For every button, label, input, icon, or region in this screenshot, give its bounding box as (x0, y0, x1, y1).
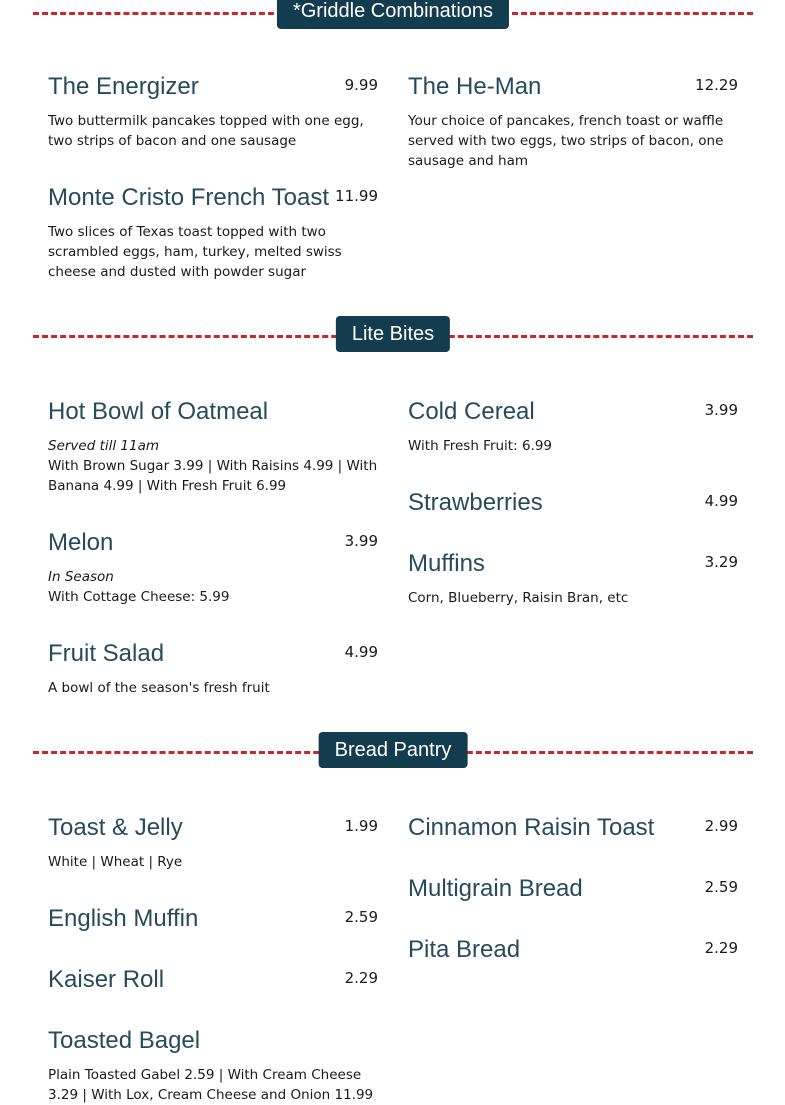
item-price: 2.59 (704, 878, 738, 896)
item-price: 3.99 (344, 532, 378, 550)
item-description: Your choice of pancakes, french toast or waffle served with two eggs, two strips of bacon, one sausage and ham (408, 113, 724, 169)
item-price: 2.59 (344, 908, 378, 926)
item-note: Served till 11am (48, 438, 160, 454)
item-description: With Cottage Cheese: 5.99 (48, 589, 230, 605)
item-name: Multigrain Bread (408, 875, 583, 902)
item-description: Corn, Blueberry, Raisin Bran, etc (408, 590, 629, 606)
section-header-lite-bites (33, 316, 753, 356)
item-name: Cold Cereal (408, 398, 535, 425)
item-price: 3.29 (704, 553, 738, 571)
item-name: Melon (48, 529, 114, 556)
item-price: 9.99 (344, 76, 378, 94)
menu-item-the-he-man (408, 71, 738, 171)
item-name: Pita Bread (408, 936, 521, 963)
item-description: Two buttermilk pancakes topped with one egg, two strips of bacon and one sausage (48, 113, 364, 149)
item-note: In Season (48, 569, 114, 585)
section-title: Bread Pantry (319, 732, 468, 768)
item-name: Muffins (408, 550, 485, 577)
item-price: 2.29 (344, 969, 378, 987)
item-price: 3.99 (704, 401, 738, 419)
menu-item-muffins (408, 548, 738, 608)
menu-item-kaiser-roll (48, 964, 378, 996)
menu-item-pita-bread (408, 934, 738, 966)
menu-item-the-energizer (48, 71, 378, 151)
item-name: English Muffin (48, 905, 199, 932)
item-name: The Energizer (48, 73, 199, 100)
item-price: 11.99 (335, 187, 378, 205)
item-description: A bowl of the season's fresh fruit (48, 680, 270, 696)
item-description: With Fresh Fruit: 6.99 (408, 438, 552, 454)
item-name: The He-Man (408, 73, 542, 100)
section-title: Lite Bites (336, 316, 450, 352)
menu-item-cinnamon-raisin-toast (408, 812, 738, 844)
menu-item-monte-cristo-french-toast (48, 182, 378, 282)
menu-item-fruit-salad (48, 638, 378, 698)
section-header-bread-pantry (33, 732, 753, 772)
item-description: White | Wheat | Rye (48, 854, 183, 870)
menu-item-multigrain-bread (408, 873, 738, 905)
item-price: 1.99 (344, 817, 378, 835)
item-name: Strawberries (408, 489, 543, 516)
item-price: 2.29 (704, 939, 738, 957)
item-name: Monte Cristo French Toast (48, 184, 330, 211)
item-name: Kaiser Roll (48, 966, 165, 993)
menu-item-strawberries (408, 487, 738, 519)
item-price: 4.99 (344, 643, 378, 661)
item-description: Plain Toasted Gabel 2.59 | With Cream Cheese 3.29 | With Lox, Cream Cheese and Onion 11.99 (48, 1067, 374, 1103)
section-title: *Griddle Combinations (277, 0, 509, 29)
item-price: 2.99 (704, 817, 738, 835)
section-header-griddle-combinations (33, 0, 753, 33)
menu-item-hot-bowl-of-oatmeal (48, 396, 378, 496)
menu-item-toasted-bagel (48, 1025, 378, 1105)
item-name: Fruit Salad (48, 640, 165, 667)
item-name: Toast & Jelly (48, 814, 183, 841)
item-name: Hot Bowl of Oatmeal (48, 398, 269, 425)
menu-item-melon (48, 527, 378, 607)
menu-item-cold-cereal (408, 396, 738, 456)
item-price: 4.99 (704, 492, 738, 510)
item-name: Toasted Bagel (48, 1027, 201, 1054)
menu-item-english-muffin (48, 903, 378, 935)
item-description: Two slices of Texas toast topped with two scrambled eggs, ham, turkey, melted swiss cheese and dusted with powder sugar (48, 224, 342, 280)
item-name: Cinnamon Raisin Toast (408, 814, 655, 841)
item-price: 12.29 (695, 76, 738, 94)
menu-item-toast-and-jelly (48, 812, 378, 872)
item-description: With Brown Sugar 3.99 | With Raisins 4.99 | With Banana 4.99 | With Fresh Fruit 6.99 (48, 458, 378, 494)
